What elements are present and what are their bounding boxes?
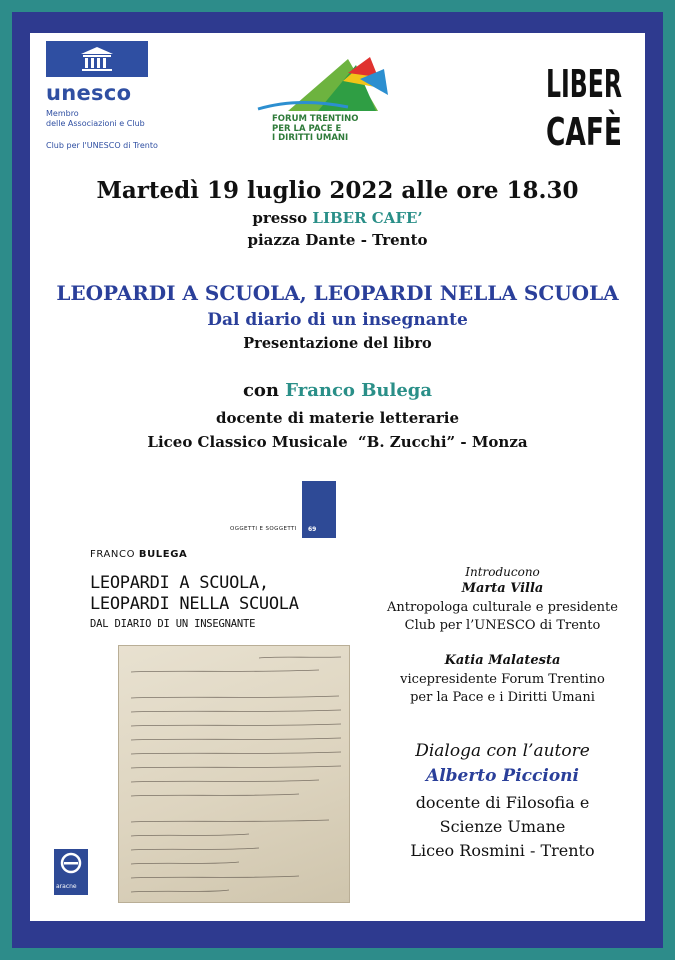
- speaker3-line1: docente di Filosofia e: [415, 793, 590, 812]
- intro-label: Introducono: [465, 565, 540, 579]
- author-role: docente di materie letterarie: [215, 409, 460, 427]
- book-series: OGGETTI E SOGGETTI: [230, 526, 297, 532]
- book-presentation: Presentazione del libro: [243, 335, 432, 352]
- cover-author-first: FRANCO: [90, 549, 139, 560]
- cover-subtitle: DAL DIARIO DI UN INSEGNANTE: [90, 618, 256, 630]
- author-line: [30, 380, 645, 401]
- venue-prefix: presso: [252, 209, 313, 227]
- forum-line2: PER LA PACE E: [272, 123, 342, 134]
- speaker2-line2: per la Pace e i Diritti Umani: [410, 690, 595, 705]
- forum-logo-text: [272, 115, 358, 144]
- speaker3-name: Alberto Piccioni: [426, 766, 579, 786]
- book-subtitle: Dal diario di un insegnante: [207, 310, 468, 330]
- unesco-wordmark: unesco: [46, 81, 132, 105]
- unesco-membership: [46, 109, 166, 129]
- event-date: Martedì 19 luglio 2022 alle ore 18.30: [96, 177, 579, 204]
- event-venue: [30, 209, 645, 227]
- series-number: 69: [308, 526, 317, 533]
- speaker2-line1: vicepresidente Forum Trentino: [400, 672, 605, 687]
- poster-sheet: [30, 33, 645, 921]
- publisher-name: aracne: [56, 883, 77, 890]
- author-school: Liceo Classico Musicale “B. Zucchi” - Monza: [147, 433, 528, 451]
- speaker1-desc: [360, 599, 645, 635]
- speaker3-line2: Scienze Umane: [439, 817, 566, 836]
- liber-line1: LIBER: [546, 62, 622, 106]
- speaker1-name: Marta Villa: [461, 581, 544, 596]
- cover-title-line1: LEOPARDI A SCUOLA,: [90, 573, 269, 593]
- author-prefix: con: [242, 380, 286, 401]
- liber-line2: CAFÈ: [546, 110, 622, 154]
- cover-author: [90, 549, 187, 560]
- speaker2-name: Katia Malatesta: [444, 653, 561, 668]
- liber-cafe-logo: [540, 41, 628, 161]
- book-title: LEOPARDI A SCUOLA, LEOPARDI NELLA SCUOLA: [56, 281, 619, 305]
- unesco-subtitle-line1: Membro: [46, 109, 79, 118]
- venue-name: LIBER CAFE’: [312, 209, 423, 227]
- speaker3-line3: Liceo Rosmini - Trento: [410, 841, 595, 860]
- cover-author-last: BULEGA: [138, 549, 188, 560]
- author-name: Franco Bulega: [285, 380, 433, 401]
- cover-title-line2: LEOPARDI NELLA SCUOLA: [90, 594, 299, 614]
- cover-title: [90, 573, 299, 615]
- speaker1-line1: Antropologa culturale e presidente: [387, 600, 618, 615]
- unesco-subtitle-line2: delle Associazioni e Club: [46, 119, 145, 128]
- event-address: piazza Dante - Trento: [247, 231, 428, 249]
- speaker1-line2: Club per l’UNESCO di Trento: [404, 618, 601, 633]
- forum-line1: FORUM TRENTINO: [272, 114, 359, 124]
- speaker3-desc: [360, 791, 645, 863]
- unesco-temple-icon: [46, 41, 148, 77]
- speaker2-desc: [360, 671, 645, 707]
- dialog-label: Dialoga con l’autore: [415, 741, 590, 761]
- diary-page-image: [118, 645, 350, 903]
- unesco-club-name: Club per l'UNESCO di Trento: [46, 141, 158, 150]
- forum-line3: I DIRITTI UMANI: [272, 133, 349, 143]
